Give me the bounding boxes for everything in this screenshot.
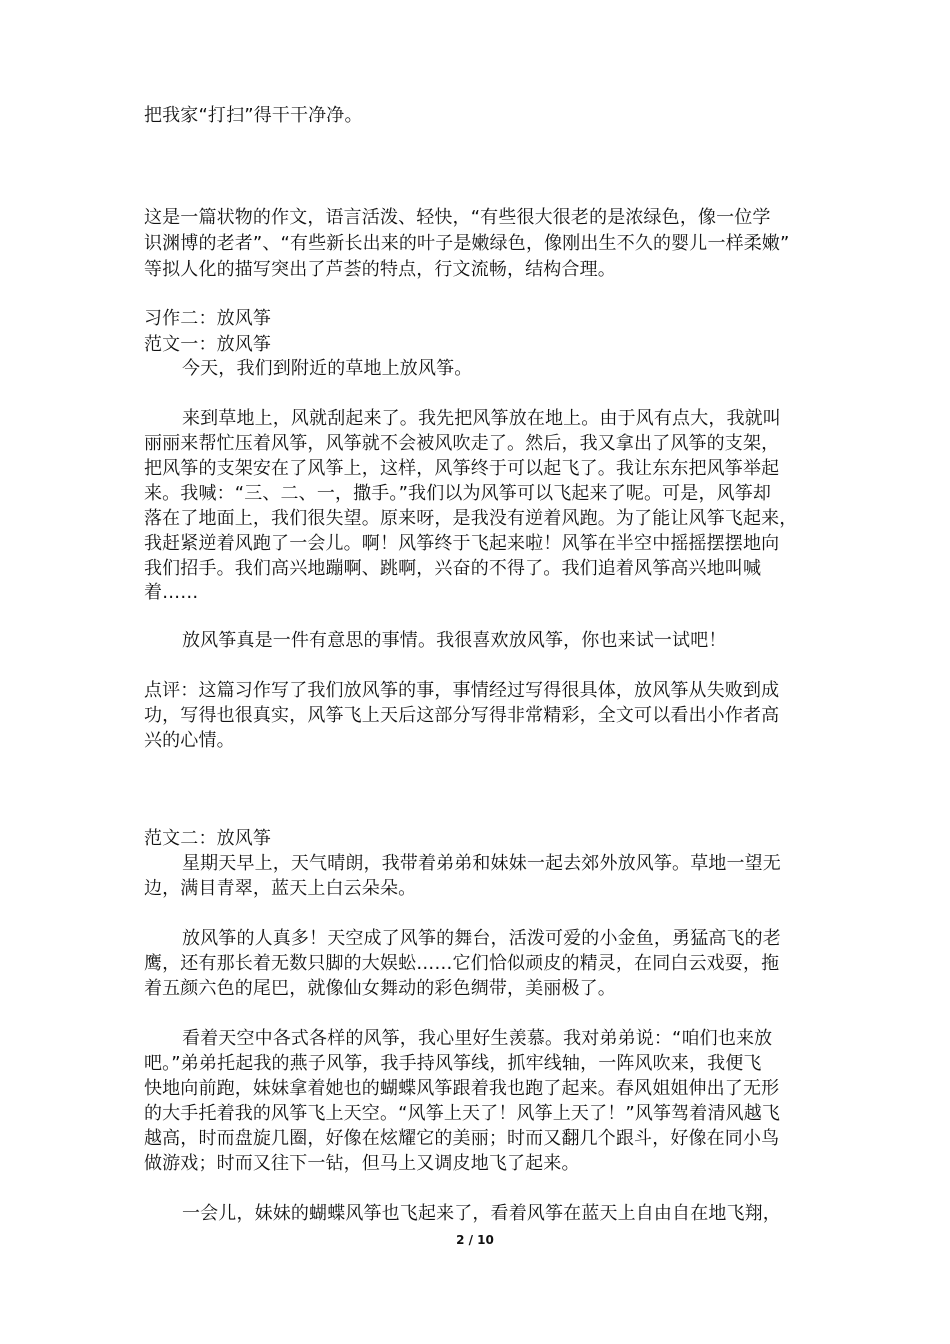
paragraph-line: 放风筝的人真多！天空成了风筝的舞台，活泼可爱的小金鱼，勇猛高飞的老 bbox=[182, 928, 781, 949]
paragraph-line: 吧。”弟弟托起我的燕子风筝，我手持风筝线，抓牢线轴，一阵风吹来，我便飞 bbox=[144, 1053, 762, 1074]
paragraph-line: 把风筝的支架安在了风筝上，这样，风筝终于可以起飞了。我让东东把风筝举起 bbox=[144, 458, 780, 479]
review-line: 功，写得也很真实，风筝飞上天后这部分写得非常精彩，全文可以看出小作者高 bbox=[144, 705, 780, 726]
paragraph-line: 放风筝真是一件有意思的事情。我很喜欢放风筝，你也来试一试吧！ bbox=[182, 630, 727, 651]
paragraph-line: 越高，时而盘旋几圈，好像在炫耀它的美丽；时而又翻几个跟斗，好像在同小鸟 bbox=[144, 1128, 780, 1149]
paragraph-line: 快地向前跑，妹妹拿着她也的蝴蝶风筝跟着我也跑了起来。春风姐姐伸出了无形 bbox=[144, 1078, 780, 1099]
paragraph-line: 来。我喊：“三、二、一，撒手。”我们以为风筝可以飞起来了呢。可是，风筝却 bbox=[144, 483, 772, 504]
paragraph-line: 做游戏；时而又往下一钻，但马上又调皮地飞了起来。 bbox=[144, 1153, 580, 1174]
essay-title: 范文一：放风筝 bbox=[144, 334, 272, 355]
paragraph-line: 鹰，还有那长着无数只脚的大娱蚣……它们恰似顽皮的精灵，在同白云戏耍，拖 bbox=[144, 953, 780, 974]
paragraph-line: 我们招手。我们高兴地蹦啊、跳啊，兴奋的不得了。我们追着风筝高兴地叫喊 bbox=[144, 558, 762, 579]
commentary-line: 等拟人化的描写突出了芦荟的特点，行文流畅，结构合理。 bbox=[144, 259, 616, 280]
paragraph-line: 落在了地面上，我们很失望。原来呀，是我没有逆着风跑。为了能让风筝飞起来， bbox=[144, 508, 798, 529]
commentary-line: 这是一篇状物的作文，语言活泼、轻快，“有些很大很老的是浓绿色，像一位学 bbox=[144, 207, 771, 228]
paragraph-line: 来到草地上，风就刮起来了。我先把风筝放在地上。由于风有点大，我就叫 bbox=[182, 408, 781, 429]
text-line: 把我家“打扫”得干干净净。 bbox=[144, 105, 363, 126]
section-heading: 习作二：放风筝 bbox=[144, 308, 272, 329]
paragraph-line: 星期天早上，天气晴朗，我带着弟弟和妹妹一起去郊外放风筝。草地一望无 bbox=[182, 853, 781, 874]
paragraph-line: 着…… bbox=[144, 582, 199, 603]
paragraph-line: 一会儿，妹妹的蝴蝶风筝也飞起来了，看着风筝在蓝天上自由自在地飞翔， bbox=[182, 1203, 781, 1224]
essay-title: 范文二：放风筝 bbox=[144, 828, 272, 849]
paragraph-line: 的大手托着我的风筝飞上天空。“风筝上天了！风筝上天了！”风筝驾着清风越飞 bbox=[144, 1103, 781, 1124]
paragraph-line: 看着天空中各式各样的风筝，我心里好生羡慕。我对弟弟说：“咱们也来放 bbox=[182, 1028, 773, 1049]
paragraph-line: 边，满目青翠，蓝天上白云朵朵。 bbox=[144, 878, 417, 899]
paragraph-line: 今天，我们到附近的草地上放风筝。 bbox=[182, 358, 473, 379]
review-line: 兴的心情。 bbox=[144, 730, 235, 751]
review-line: 点评：这篇习作写了我们放风筝的事，事情经过写得很具体，放风筝从失败到成 bbox=[144, 680, 780, 701]
paragraph-line: 着五颜六色的尾巴，就像仙女舞动的彩色绸带，美丽极了。 bbox=[144, 978, 616, 999]
commentary-line: 识渊博的老者”、“有些新长出来的叶子是嫩绿色，像刚出生不久的婴儿一样柔嫩” bbox=[144, 233, 790, 254]
page-number: 2 / 10 bbox=[456, 1233, 494, 1247]
paragraph-line: 丽丽来帮忙压着风筝，风筝就不会被风吹走了。然后，我又拿出了风筝的支架， bbox=[144, 433, 780, 454]
paragraph-line: 我赶紧逆着风跑了一会儿。啊！风筝终于飞起来啦！风筝在半空中摇摇摆摆地向 bbox=[144, 533, 780, 554]
